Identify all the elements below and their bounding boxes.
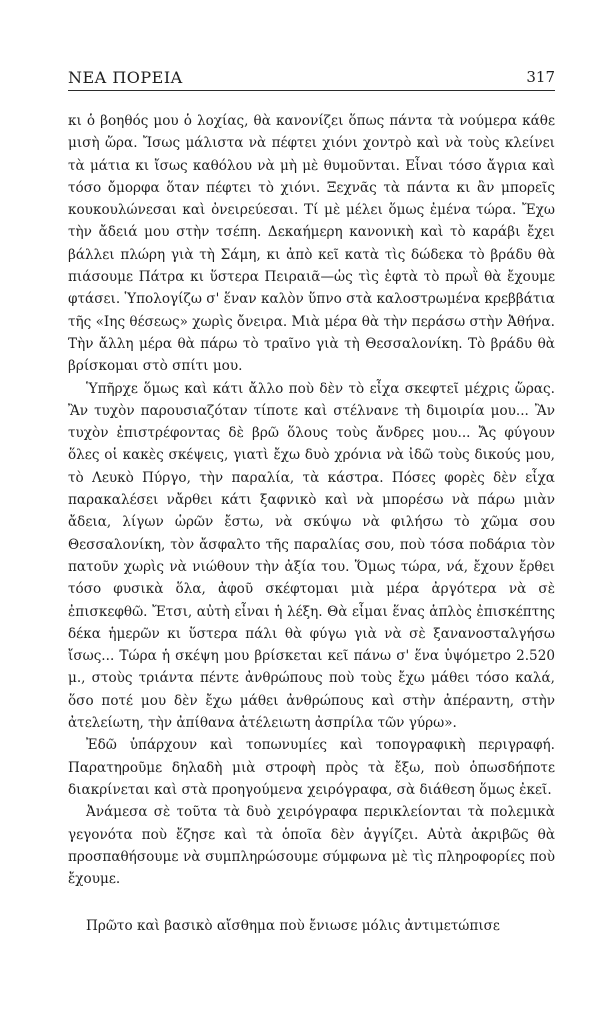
running-title: ΝΕΑ ΠΟΡΕΙΑ [68,68,183,87]
paragraph-continued: κι ὁ βοηθός μου ὁ λοχίας, θὰ κανονίζει ὅπως πάντα τὰ νούμερα κάθε μισὴ ὥρα. Ἴσως μάλιστα νὰ πέφτει χιόνι χοντρὸ καὶ νὰ τοὺς κλείνει τὰ μάτια κι ἴσως καθόλου νὰ μὴ μὲ θυμοῦνται. Εἶναι τόσο ἄγρια καὶ τόσο ὄμορφα ὅταν πέφτει τὸ χιόνι. Ξεχνᾶς τὰ πάντα κι ἂν μπορεῖς κουκουλώνεσαι καὶ ὀνειρεύεσαι. Τί μὲ μέλει ὅμως ἐμένα τώρα. Ἔχω τὴν ἄδειά μου στὴν τσέπη. Δεκαήμερη κανονικὴ καὶ τὸ καράβι ἔχει βάλλει πλώρη γιὰ τὴ Σάμη, κι ἀπὸ κεῖ κατὰ τὶς δώδεκα τὸ βράδυ θὰ πιάσουμε Πάτρα κι ὕστερα Πειραιᾶ—ὡς τὶς ἑφτὰ τὸ πρωῒ θὰ ἔχουμε φτάσει. Ὑπολογίζω σ' ἕναν καλὸν ὕπνο στὰ καλοστρωμένα κρεββάτια τῆς «Ιης θέσεως» χωρὶς ὄνειρα. Μιὰ μέρα θὰ τὴν περάσω στὴν Ἀθήνα. Τὴν ἄλλη μέρα θὰ πάρω τὸ τραῖνο γιὰ τὴ Θεσσαλονίκη. Τὸ βράδυ θὰ βρίσκομαι στὸ σπίτι μου. [68,113,555,375]
page-number: 317 [526,68,555,86]
paragraph: Ὑπῆρχε ὅμως καὶ κάτι ἄλλο ποὺ δὲν τὸ εἶχα σκεφτεῖ μέχρις ὥρας. Ἂν τυχὸν παρουσιαζόταν τίποτε καὶ στέλνανε τὴ διμοιρία μου... Ἂν τυχὸν ἐπιστρέφοντας δὲ βρῶ ὅλους τοὺς ἄνδρες μου... Ἄς φύγουν ὅλες οἱ κακὲς σκέψεις, γιατὶ ἔχω δυὸ χρόνια νὰ ἰδῶ τοὺς δικούς μου, τὸ Λευκὸ Πύργο, τὴν παραλία, τὰ κάστρα. Πόσες φορὲς δὲν εἶχα παρακαλέσει νἄρθει κάτι ξαφνικὸ καὶ νὰ μπορέσω νὰ πάρω μιὰν ἄδεια, λίγων ὡρῶν ἔστω, νὰ σκύψω νὰ φιλήσω τὸ χῶμα σου Θεσσαλονίκη, τὸν ἄσφαλτο τῆς παραλίας σου, ποὺ τόσα ποδάρια τὸν πατοῦν χωρὶς νὰ νιώθουν τὴν ἀξία του. Ὅμως τώρα, νά, ἔχουν ἔρθει τόσο φυσικὰ ὅλα, ἀφοῦ σκέφτομαι μιὰ μέρα ἀργότερα νὰ σὲ ἐπισκεφθῶ. Ἔτσι, αὐτὴ εἶναι ἡ λέξη. Θὰ εἶμαι ἕνας ἁπλὸς ἐπισκέπτης δέκα ἡμερῶν κι ὕστερα πάλι θὰ φύγω γιὰ νὰ σὲ ξανανοσταλγήσω ἴσως... Τώρα ἡ σκέψη μου βρίσκεται κεῖ πάνω σ' ἕνα ὑψόμετρο 2.520 μ., στοὺς τριάντα πέντε ἀνθρώπους ποὺ τοὺς ἔχω μάθει τόσο καλά, ὅσο ποτέ μου δὲν ἔχω μάθει ἀνθρώπους καὶ στὴν ἀπέραντη, στὴν ἀτελείωτη, τὴν ἀπίθανα ἀτέλειωτη ἀσπρίλα τῶν γύρω». [68,380,555,732]
paragraph: Ἐδῶ ὑπάρχουν καὶ τοπωνυμίες καὶ τοπογραφικὴ περιγραφή. Παρατηροῦμε δηλαδὴ μιὰ στροφὴ πρὸς τὰ ἔξω, ποὺ ὁπωσδήποτε διακρίνεται καὶ στὰ προηγούμενα χειρόγραφα, σὰ διάθεση ὅμως ἐκεῖ. [68,737,555,798]
running-header [68,64,555,91]
paragraph: Ἀνάμεσα σὲ τοῦτα τὰ δυὸ χειρόγραφα περικλείονται τὰ πολεμικὰ γεγονότα ποὺ ἔζησε καὶ τὰ ὁποῖα δὲν ἀγγίζει. Αὐτὰ ἀκριβῶς θὰ προσπαθήσουμε νὰ συμπληρώσουμε σύμφωνα μὲ τὶς πληροφορίες ποὺ ἔχουμε. [68,804,555,888]
paragraph-new-section: Πρῶτο καὶ βασικὸ αἴσθημα ποὺ ἔνιωσε μόλις ἀντιμετώπισε [86,918,500,935]
body-text [68,110,555,938]
